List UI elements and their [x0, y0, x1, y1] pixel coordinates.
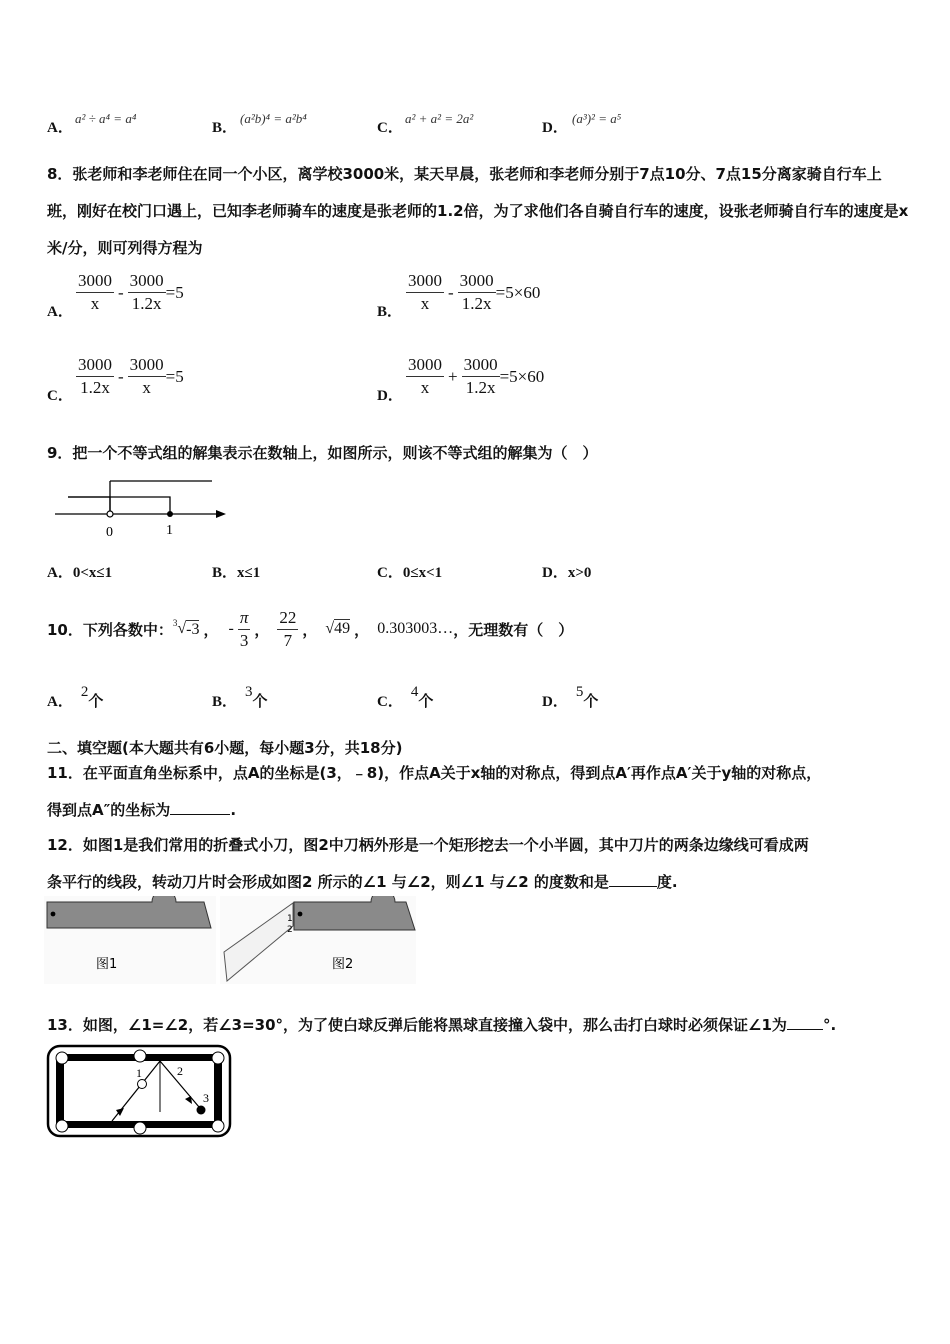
q8-option-b-equation [406, 272, 540, 313]
separator: ， [203, 620, 219, 639]
radicand: 49 [334, 620, 351, 637]
q8-option-a-label: A． [47, 304, 73, 320]
fraction-numerator: 3000 [406, 272, 444, 293]
knife-figures [44, 896, 424, 988]
option-value: 0<x≤1 [72, 565, 113, 581]
fraction-pi-over-3 [238, 609, 251, 650]
pocket-bottom-left [56, 1120, 68, 1132]
option-unit: 个 [88, 694, 104, 710]
q9-text: 9．把一个不等式组的解集表示在数轴上，如图所示，则该不等式组的解集为（ ） [47, 444, 598, 462]
pocket-bottom-right [212, 1120, 224, 1132]
billiard-table-figure [46, 1044, 234, 1140]
fraction-numerator: 3000 [462, 356, 500, 377]
angle-1-label: 1 [287, 914, 293, 924]
q7-option-a-label: A． [47, 120, 73, 136]
q12-text2: 条平行的线段，转动刀片时会形成如图2 所示的∠1 与∠2，则∠1 与∠2 的度数和是 [47, 873, 609, 891]
equation-rhs: =5×60 [495, 282, 541, 302]
q10-suffix: ，无理数有（ ） [453, 620, 574, 639]
q11-line1: 11．在平面直角坐标系中，点A的坐标是(3，﹣8)，作点A关于x轴的对称点，得到点A′再作点A′关于y轴的对称点， [47, 764, 822, 782]
sqrt-49 [325, 620, 350, 638]
option-value: x>0 [567, 565, 592, 581]
q10-prefix: 10．下列各数中： [47, 620, 173, 639]
neg-sign: - [228, 620, 234, 637]
q7-option-a-expr: a² ÷ a⁴ = a⁴ [75, 111, 137, 126]
fraction-numerator: 3000 [458, 272, 496, 293]
option-unit: 个 [252, 694, 268, 710]
q9-option-a [47, 561, 112, 582]
separator: ， [354, 620, 370, 639]
q7-option-c-label: C． [377, 120, 403, 136]
q8-text: 8．张老师和李老师住在同一个小区，离学校3000米，某天早晨，张老师和李老师分别于7点10分、7点15分离家骑自行车上班，刚好在校门口遇上，已知李老师骑车的速度是张老师的1.2倍，为了求他们各自骑自行车的速度，设张老师骑自行车的速度是x米/分，则可列得方程为 [47, 165, 909, 257]
option-label: D． [542, 694, 568, 710]
section-title: 二、填空题(本大题共有6小题，每小题3分，共18分) [47, 739, 403, 757]
q9-option-b [212, 561, 260, 582]
equation-rhs: =5 [165, 366, 184, 386]
option-label: C． [377, 565, 403, 581]
tick-label-1: 1 [166, 523, 173, 538]
white-ball [138, 1080, 147, 1089]
q10-option-d [542, 684, 599, 711]
cube-root-neg3 [173, 620, 200, 639]
closed-point-one [167, 511, 173, 517]
decimal-number: 0.303003… [377, 620, 454, 637]
q8-option-b-label: B． [377, 304, 403, 320]
fraction-denominator: x [420, 378, 430, 397]
operator: + [448, 366, 458, 386]
option-number: 4 [410, 684, 419, 700]
fraction-denominator: 1.2x [131, 294, 162, 313]
q13-end: °. [822, 1016, 837, 1034]
operator: - [118, 282, 124, 302]
q7-option-b-label: B． [212, 120, 238, 136]
equation-rhs: =5 [165, 282, 184, 302]
separator: ， [302, 620, 318, 639]
fraction-numerator: 3000 [76, 356, 114, 377]
inequality-bound-left [68, 497, 110, 514]
fraction-denominator: x [90, 294, 100, 313]
fraction-denominator: x [142, 378, 151, 397]
fraction-denominator: 7 [283, 630, 293, 650]
fig1-caption: 图1 [96, 957, 118, 972]
fraction-numerator: 3000 [76, 272, 114, 293]
option-label: A． [47, 694, 73, 710]
angle-1-label: 1 [136, 1066, 142, 1080]
fraction-numerator: π [239, 607, 249, 627]
pivot-dot [298, 912, 303, 917]
pocket-bottom-middle [134, 1122, 146, 1134]
q9-option-c [377, 561, 442, 582]
fraction-numerator: 3000 [128, 272, 166, 293]
fraction-denominator: x [420, 294, 430, 313]
pocket-top-right [212, 1052, 224, 1064]
q9-option-d [542, 561, 591, 582]
black-ball [197, 1106, 206, 1115]
angle-3-label: 3 [203, 1091, 209, 1105]
option-value: 0≤x<1 [402, 565, 443, 581]
separator: ， [254, 620, 270, 639]
inequality-bound-vertical-1 [68, 497, 170, 514]
option-unit: 个 [583, 694, 599, 710]
q7-option-d-expr: (a³)² = a⁵ [572, 111, 622, 126]
option-value: x≤1 [237, 565, 261, 581]
number-line-figure [50, 475, 230, 545]
option-label: B． [212, 565, 238, 581]
open-point-zero [107, 511, 113, 517]
angle-2-label: 2 [287, 925, 293, 935]
radical-sign-icon: √ [177, 620, 187, 637]
option-label: D． [542, 565, 568, 581]
q7-option-b-expr: (a²b)⁴ = a²b⁴ [240, 111, 307, 126]
q12-end: 度. [656, 873, 678, 891]
equation-rhs: =5×60 [499, 366, 545, 386]
q7-option-d-label: D． [542, 120, 568, 136]
option-number: 5 [575, 684, 584, 700]
answer-blank[interactable] [609, 886, 657, 887]
q11-line2 [47, 799, 236, 820]
option-unit: 个 [418, 694, 434, 710]
q11-text2: 得到点A″的坐标为 [47, 801, 171, 819]
fraction-denominator: 1.2x [461, 294, 492, 313]
operator: - [448, 282, 454, 302]
q8-option-d-label: D． [377, 388, 403, 404]
fraction-numerator: 22 [277, 609, 298, 630]
root-index: 3 [172, 618, 178, 628]
fraction-numerator: 3000 [128, 356, 166, 377]
q13-text: 13．如图，∠1=∠2，若∠3=30°，为了使白球反弹后能将黑球直接撞入袋中，那么击打白球时必须保证∠1为 [47, 1016, 787, 1034]
q8-option-d-equation [406, 356, 544, 397]
pocket-top-left [56, 1052, 68, 1064]
fraction-denominator: 3 [239, 630, 249, 650]
radicand: -3 [186, 620, 200, 638]
answer-blank[interactable] [170, 814, 230, 815]
pocket-top-middle [134, 1050, 146, 1062]
fraction-22-over-7 [277, 609, 298, 650]
tick-label-0: 0 [106, 525, 113, 540]
q13-line [47, 1014, 836, 1035]
q10-line [47, 594, 573, 664]
option-number: 3 [245, 684, 253, 700]
q8-option-c-label: C． [47, 388, 73, 404]
q8-option-c-equation [76, 356, 184, 397]
option-label: B． [212, 694, 238, 710]
answer-blank[interactable] [787, 1029, 823, 1030]
q7-option-c-expr: a² + a² = 2a² [405, 111, 474, 126]
option-number: 2 [80, 684, 89, 700]
fraction-denominator: 1.2x [465, 378, 496, 397]
radical-sign-icon: √ [325, 620, 335, 637]
option-label: C． [377, 694, 403, 710]
q10-option-a [47, 684, 104, 711]
option-label: A． [47, 565, 73, 581]
fraction-numerator: 3000 [406, 356, 444, 377]
q10-option-b [212, 684, 268, 711]
q10-option-c [377, 684, 434, 711]
q8-option-a-equation [76, 272, 184, 313]
operator: - [118, 366, 124, 386]
q12-line2 [47, 871, 678, 892]
q12-line1: 12．如图1是我们常用的折叠式小刀，图2中刀柄外形是一个矩形挖去一个小半圆，其中刀片的两条边缘线可看成两 [47, 836, 809, 854]
fig2-caption: 图2 [332, 957, 354, 972]
arrow-right-icon [216, 510, 226, 518]
q11-end: . [230, 801, 237, 819]
angle-2-label: 2 [177, 1064, 183, 1078]
pivot-dot [51, 912, 56, 917]
fraction-denominator: 1.2x [80, 378, 110, 397]
